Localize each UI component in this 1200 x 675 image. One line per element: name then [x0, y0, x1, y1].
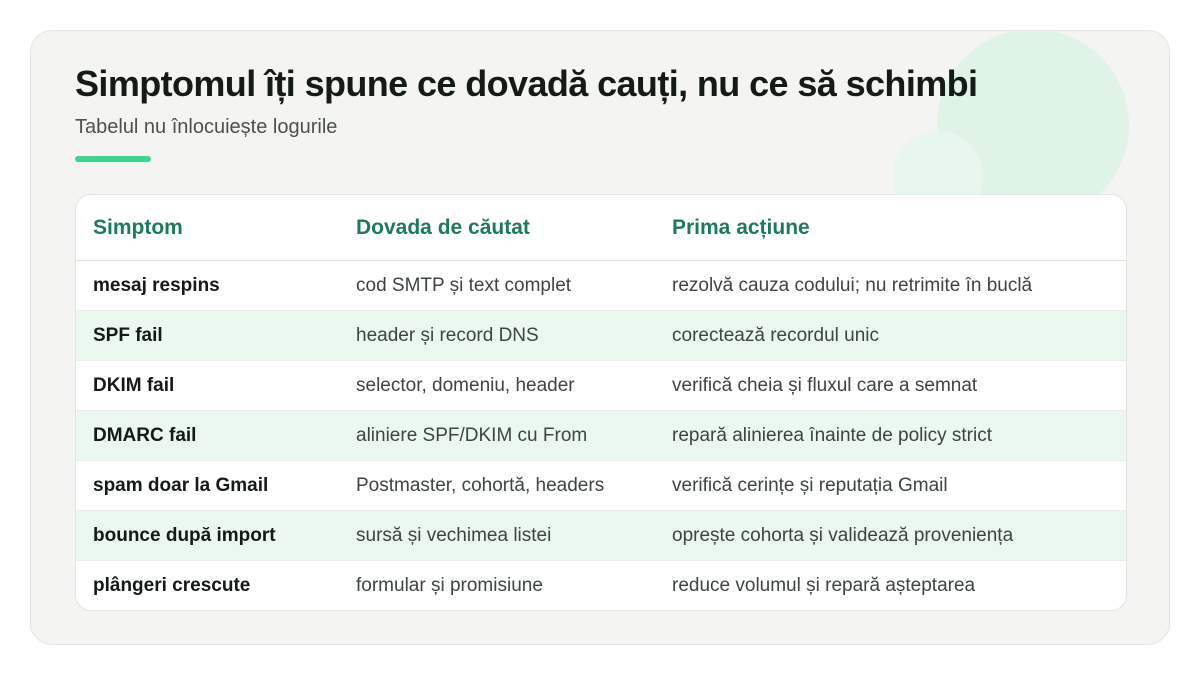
cell-symptom: spam doar la Gmail [93, 474, 269, 496]
table-row [76, 361, 1126, 411]
cell-symptom: bounce după import [93, 524, 276, 546]
column-header-evidence: Dovada de căutat [356, 215, 530, 239]
table-row [76, 511, 1126, 561]
cell-evidence: header și record DNS [356, 324, 539, 346]
cell-symptom: SPF fail [93, 324, 163, 346]
cell-evidence: sursă și vechimea listei [356, 524, 552, 546]
cell-evidence: aliniere SPF/DKIM cu From [356, 424, 588, 446]
table-row [76, 261, 1126, 311]
slide-card [30, 30, 1170, 645]
cell-symptom: mesaj respins [93, 274, 220, 296]
page-subtitle: Tabelul nu înlocuiește logurile [75, 116, 338, 138]
cell-action: corectează recordul unic [672, 324, 879, 346]
cell-action: verifică cheia și fluxul care a semnat [672, 374, 978, 396]
accent-bar [75, 156, 151, 162]
cell-action: oprește cohorta și validează proveniența [672, 524, 1014, 546]
page-title: Simptomul îți spune ce dovadă cauți, nu ce să schimbi [75, 63, 978, 104]
cell-evidence: formular și promisiune [356, 575, 543, 596]
symptom-table [75, 194, 1127, 611]
column-header-action: Prima acțiune [672, 215, 810, 239]
cell-evidence: cod SMTP și text complet [356, 274, 572, 296]
table-row [76, 311, 1126, 361]
table-header-row [76, 195, 1126, 261]
cell-action: reduce volumul și repară așteptarea [672, 575, 976, 596]
cell-action: verifică cerințe și reputația Gmail [672, 474, 948, 496]
cell-action: rezolvă cauza codului; nu retrimite în buclă [672, 274, 1033, 296]
cell-symptom: DMARC fail [93, 424, 197, 446]
cell-symptom: DKIM fail [93, 374, 175, 396]
table-row [76, 461, 1126, 511]
cell-symptom: plângeri crescute [93, 575, 251, 596]
table-row [76, 411, 1126, 461]
cell-evidence: Postmaster, cohortă, headers [356, 474, 605, 496]
cell-evidence: selector, domeniu, header [356, 374, 575, 396]
table-row [76, 561, 1126, 611]
column-header-symptom: Simptom [93, 215, 183, 239]
cell-action: repară alinierea înainte de policy strict [672, 424, 993, 446]
